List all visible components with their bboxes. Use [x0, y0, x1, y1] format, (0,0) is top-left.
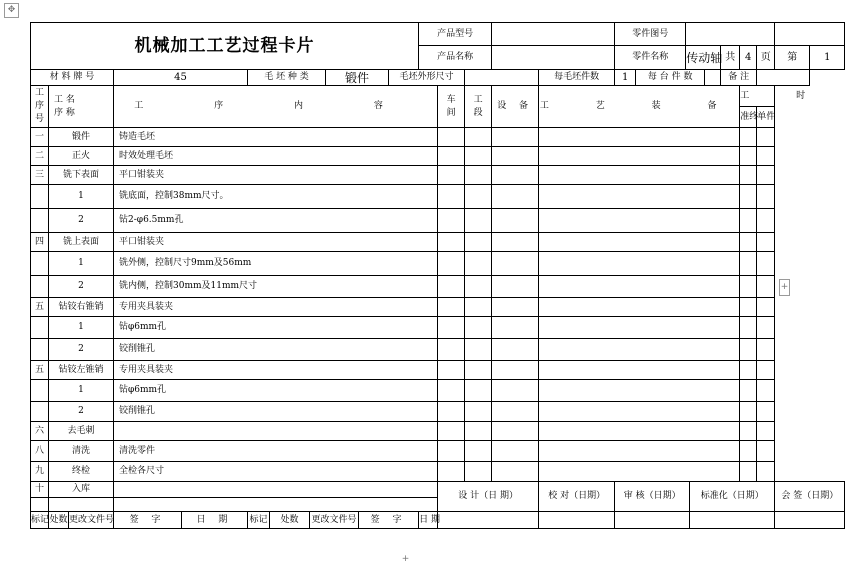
unit-time-cell[interactable] — [757, 128, 775, 147]
blank-size-value[interactable] — [465, 70, 539, 86]
op-number — [31, 185, 49, 209]
tooling-cell[interactable] — [539, 422, 740, 441]
op-name: 2 — [49, 402, 114, 422]
blank-type-label: 毛 坯 种 类 — [248, 70, 326, 86]
section-cell[interactable] — [465, 233, 492, 252]
process-row — [31, 339, 845, 361]
op-name: 2 — [49, 209, 114, 233]
add-row-icon[interactable]: + — [779, 279, 790, 296]
signoff-design-label: 设 计（日 期） — [438, 482, 539, 512]
unit-time-cell[interactable] — [757, 209, 775, 233]
unit-time-cell[interactable] — [757, 402, 775, 422]
op-content[interactable]: 钻2-φ6.5mm孔 — [114, 209, 438, 233]
prep-time-cell[interactable] — [740, 233, 757, 252]
op-content[interactable]: 平口钳装夹 — [114, 166, 438, 185]
prep-time-cell[interactable] — [740, 166, 757, 185]
section-cell[interactable] — [465, 441, 492, 462]
workshop-cell[interactable] — [438, 441, 465, 462]
blank-size-label: 毛坯外形尺寸 — [389, 70, 465, 86]
op-name: 去毛刺 — [49, 422, 114, 441]
product-name-label: 产品名称 — [419, 46, 492, 70]
workshop-cell[interactable] — [438, 361, 465, 380]
prep-time-cell[interactable] — [740, 276, 757, 298]
signoff-design-value[interactable] — [438, 512, 539, 529]
equipment-cell[interactable] — [492, 209, 539, 233]
part-name-value[interactable]: 传动轴 — [686, 46, 721, 70]
tooling-cell[interactable] — [539, 339, 740, 361]
unit-time-cell[interactable] — [757, 317, 775, 339]
op-content[interactable]: 时效处理毛坯 — [114, 147, 438, 166]
prep-time-cell[interactable] — [740, 185, 757, 209]
workshop-cell[interactable] — [438, 147, 465, 166]
op-number: 三 — [31, 166, 49, 185]
process-row — [31, 298, 845, 317]
process-row — [31, 380, 845, 402]
section-cell[interactable] — [465, 361, 492, 380]
op-name: 1 — [49, 380, 114, 402]
op-name: 铣下表面 — [49, 166, 114, 185]
prep-time-cell[interactable] — [740, 380, 757, 402]
op-name: 1 — [49, 185, 114, 209]
unit-time-cell[interactable] — [757, 380, 775, 402]
workshop-cell[interactable] — [438, 233, 465, 252]
rev-date-label: 日 期 — [182, 512, 248, 529]
section-cell[interactable] — [465, 128, 492, 147]
section-cell[interactable] — [465, 380, 492, 402]
op-content[interactable]: 铰削锥孔 — [114, 339, 438, 361]
prep-time-cell[interactable] — [740, 128, 757, 147]
workshop-cell[interactable] — [438, 317, 465, 339]
part-name-label: 零件名称 — [615, 46, 686, 70]
op-number — [31, 252, 49, 276]
op-number — [31, 209, 49, 233]
signoff-review-label: 审 核（日期） — [615, 482, 690, 512]
material-value[interactable]: 45 — [114, 70, 248, 86]
workshop-cell[interactable] — [438, 185, 465, 209]
section-cell[interactable] — [465, 339, 492, 361]
prep-time-cell[interactable] — [740, 339, 757, 361]
unit-time-cell[interactable] — [757, 147, 775, 166]
op-number: 二 — [31, 147, 49, 166]
col-unit-time: 单件 — [757, 107, 775, 128]
prep-time-cell[interactable] — [740, 462, 757, 482]
process-row — [31, 128, 845, 147]
op-name: 铣上表面 — [49, 233, 114, 252]
process-row — [31, 166, 845, 185]
tooling-cell[interactable] — [539, 380, 740, 402]
op-number: 一 — [31, 128, 49, 147]
workshop-cell[interactable] — [438, 209, 465, 233]
add-column-icon[interactable]: + — [401, 554, 410, 564]
rev-signature-label: 签 字 — [114, 512, 182, 529]
op-number: 五 — [31, 298, 49, 317]
prep-time-cell[interactable] — [740, 422, 757, 441]
workshop-cell[interactable] — [438, 276, 465, 298]
per-machine-value[interactable] — [705, 70, 721, 86]
col-section: 工 段 — [465, 86, 492, 128]
unit-time-cell[interactable] — [757, 441, 775, 462]
op-number: 五 — [31, 361, 49, 380]
section-cell[interactable] — [465, 402, 492, 422]
equipment-cell[interactable] — [492, 185, 539, 209]
signoff-countersign-label: 会 签（日期） — [775, 482, 845, 512]
op-number: 八 — [31, 441, 49, 462]
op-content[interactable]: 铣外侧，控制尺寸9mm及56mm — [114, 252, 438, 276]
op-name: 2 — [49, 339, 114, 361]
tooling-cell[interactable] — [539, 317, 740, 339]
op-name: 入库 — [49, 482, 114, 498]
op-name: 正火 — [49, 147, 114, 166]
section-cell[interactable] — [465, 166, 492, 185]
sheet-number[interactable]: 1 — [810, 46, 845, 70]
op-content[interactable]: 铸造毛坯 — [114, 128, 438, 147]
unit-time-cell[interactable] — [757, 462, 775, 482]
equipment-cell[interactable] — [492, 422, 539, 441]
process-row — [31, 462, 845, 482]
signoff-standard-value[interactable] — [690, 512, 775, 529]
op-number: 四 — [31, 233, 49, 252]
equipment-cell[interactable] — [492, 252, 539, 276]
op-number — [31, 317, 49, 339]
op-content[interactable] — [114, 422, 438, 441]
unit-time-cell[interactable] — [757, 339, 775, 361]
section-cell[interactable] — [465, 276, 492, 298]
rev-signature-label-2: 签 字 — [359, 512, 419, 529]
equipment-cell[interactable] — [492, 339, 539, 361]
material-label: 材 料 牌 号 — [31, 70, 114, 86]
op-number: 六 — [31, 422, 49, 441]
tooling-cell[interactable] — [539, 147, 740, 166]
prep-time-cell[interactable] — [740, 298, 757, 317]
tooling-cell[interactable] — [539, 361, 740, 380]
process-row — [31, 317, 845, 339]
process-row — [31, 276, 845, 298]
op-content[interactable]: 钻φ6mm孔 — [114, 317, 438, 339]
part-drawing-value[interactable] — [686, 23, 775, 46]
signoff-check-label: 校 对（日期） — [539, 482, 615, 512]
process-row — [31, 252, 845, 276]
rev-change-doc-label: 更改文件号 — [69, 512, 114, 529]
op-content[interactable]: 铣底面，控制38mm尺寸。 — [114, 185, 438, 209]
unit-time-cell[interactable] — [757, 166, 775, 185]
section-cell[interactable] — [465, 298, 492, 317]
workshop-cell[interactable] — [438, 252, 465, 276]
workshop-cell[interactable] — [438, 380, 465, 402]
remarks-value[interactable] — [757, 70, 810, 86]
col-prep-time: 准终 — [740, 107, 757, 128]
blank-type-value[interactable]: 锻件 — [326, 70, 389, 86]
section-cell[interactable] — [465, 185, 492, 209]
prep-time-cell[interactable] — [740, 361, 757, 380]
product-name-value[interactable] — [492, 46, 615, 70]
op-number — [31, 402, 49, 422]
op-content[interactable]: 铣内侧，控制30mm及11mm尺寸 — [114, 276, 438, 298]
prep-time-cell[interactable] — [740, 147, 757, 166]
rev-count-label: 处数 — [49, 512, 69, 529]
product-model-value[interactable] — [492, 23, 615, 46]
tooling-cell[interactable] — [539, 185, 740, 209]
tooling-cell[interactable] — [539, 462, 740, 482]
signoff-review-value[interactable] — [615, 512, 690, 529]
tooling-cell[interactable] — [539, 166, 740, 185]
workshop-cell[interactable] — [438, 462, 465, 482]
page-unit-1: 页 — [757, 46, 775, 70]
rev-count-label-2: 处数 — [270, 512, 310, 529]
process-card-table — [30, 22, 845, 529]
equipment-cell[interactable] — [492, 128, 539, 147]
rev-mark-label-2: 标记 — [248, 512, 270, 529]
unit-time-cell[interactable] — [757, 422, 775, 441]
col-op-name: 工 名 序 称 — [49, 86, 114, 128]
equipment-cell[interactable] — [492, 380, 539, 402]
tooling-cell[interactable] — [539, 252, 740, 276]
tooling-cell[interactable] — [539, 276, 740, 298]
equipment-cell[interactable] — [492, 317, 539, 339]
equipment-cell[interactable] — [492, 298, 539, 317]
equipment-cell[interactable] — [492, 462, 539, 482]
op-content[interactable]: 专用夹具装夹 — [114, 298, 438, 317]
op-content[interactable]: 专用夹具装夹 — [114, 361, 438, 380]
op-name: 钻铰右锥销 — [49, 298, 114, 317]
section-cell[interactable] — [465, 462, 492, 482]
op-name: 清洗 — [49, 441, 114, 462]
process-row — [31, 185, 845, 209]
total-pages[interactable]: 4 — [740, 46, 757, 70]
rev-mark-label: 标记 — [31, 512, 49, 529]
equipment-cell[interactable] — [492, 166, 539, 185]
process-row — [31, 422, 845, 441]
op-name: 终检 — [49, 462, 114, 482]
prep-time-cell[interactable] — [740, 252, 757, 276]
unit-time-cell[interactable] — [757, 233, 775, 252]
signoff-countersign-value[interactable] — [775, 512, 845, 529]
signoff-standard-label: 标准化（日期） — [690, 482, 775, 512]
tooling-cell[interactable] — [539, 402, 740, 422]
col-workshop: 车 间 — [438, 86, 465, 128]
prep-time-cell[interactable] — [740, 209, 757, 233]
col-time: 工 时 — [740, 86, 775, 107]
prep-time-cell[interactable] — [740, 402, 757, 422]
workshop-cell[interactable] — [438, 128, 465, 147]
workshop-cell[interactable] — [438, 298, 465, 317]
workshop-cell[interactable] — [438, 422, 465, 441]
col-op-no: 工 序 号 — [31, 86, 49, 128]
equipment-cell[interactable] — [492, 361, 539, 380]
unit-time-cell[interactable] — [757, 252, 775, 276]
op-name: 2 — [49, 276, 114, 298]
part-drawing-label: 零件图号 — [615, 23, 686, 46]
remarks-label: 备 注 — [721, 70, 757, 86]
op-content[interactable]: 清洗零件 — [114, 441, 438, 462]
unit-time-cell[interactable] — [757, 298, 775, 317]
parts-per-blank-label: 每毛坯件数 — [539, 70, 615, 86]
op-content[interactable]: 全检各尺寸 — [114, 462, 438, 482]
rev-change-doc-label-2: 更改文件号 — [310, 512, 359, 529]
op-content[interactable]: 钻φ6mm孔 — [114, 380, 438, 402]
workshop-cell[interactable] — [438, 166, 465, 185]
section-cell[interactable] — [465, 147, 492, 166]
rev-date-label-2: 日 期 — [419, 512, 438, 529]
card-title: 机械加工工艺过程卡片 — [31, 23, 419, 70]
prep-time-cell[interactable] — [740, 441, 757, 462]
process-row — [31, 233, 845, 252]
op-name: 1 — [49, 252, 114, 276]
unit-time-cell[interactable] — [757, 276, 775, 298]
parts-per-blank-value[interactable]: 1 — [615, 70, 636, 86]
equipment-cell[interactable] — [492, 147, 539, 166]
process-row — [31, 441, 845, 462]
op-number — [31, 380, 49, 402]
prep-time-cell[interactable] — [740, 317, 757, 339]
sheet-label: 第 — [775, 46, 810, 70]
unit-time-cell[interactable] — [757, 361, 775, 380]
process-row — [31, 209, 845, 233]
process-row — [31, 361, 845, 380]
workshop-cell[interactable] — [438, 339, 465, 361]
total-label: 共 — [721, 46, 740, 70]
section-cell[interactable] — [465, 209, 492, 233]
signoff-check-value[interactable] — [539, 512, 615, 529]
op-content[interactable]: 铰削锥孔 — [114, 402, 438, 422]
tooling-cell[interactable] — [539, 209, 740, 233]
equipment-cell[interactable] — [492, 276, 539, 298]
equipment-cell[interactable] — [492, 233, 539, 252]
op-name: 钻铰左锥销 — [49, 361, 114, 380]
op-number — [31, 339, 49, 361]
tooling-cell[interactable] — [539, 128, 740, 147]
op-name: 1 — [49, 317, 114, 339]
op-number: 九 — [31, 462, 49, 482]
section-cell[interactable] — [465, 317, 492, 339]
tooling-cell[interactable] — [539, 233, 740, 252]
op-content[interactable]: 平口钳装夹 — [114, 233, 438, 252]
tooling-cell[interactable] — [539, 298, 740, 317]
process-row — [31, 147, 845, 166]
section-cell[interactable] — [465, 422, 492, 441]
process-card — [30, 22, 839, 529]
op-name: 锻件 — [49, 128, 114, 147]
product-model-label: 产品型号 — [419, 23, 492, 46]
col-content: 工 序 内 容 — [114, 86, 438, 128]
process-row — [31, 402, 845, 422]
equipment-cell[interactable] — [492, 441, 539, 462]
unit-time-cell[interactable] — [757, 185, 775, 209]
op-content[interactable] — [114, 482, 438, 498]
section-cell[interactable] — [465, 252, 492, 276]
equipment-cell[interactable] — [492, 402, 539, 422]
col-equipment: 设 备 — [492, 86, 539, 128]
col-tooling: 工 艺 装 备 — [539, 86, 740, 128]
per-machine-label: 每 台 件 数 — [636, 70, 705, 86]
tooling-cell[interactable] — [539, 441, 740, 462]
op-number — [31, 276, 49, 298]
workshop-cell[interactable] — [438, 402, 465, 422]
op-number: 十 — [31, 482, 49, 498]
move-icon[interactable]: ✥ — [4, 3, 19, 18]
